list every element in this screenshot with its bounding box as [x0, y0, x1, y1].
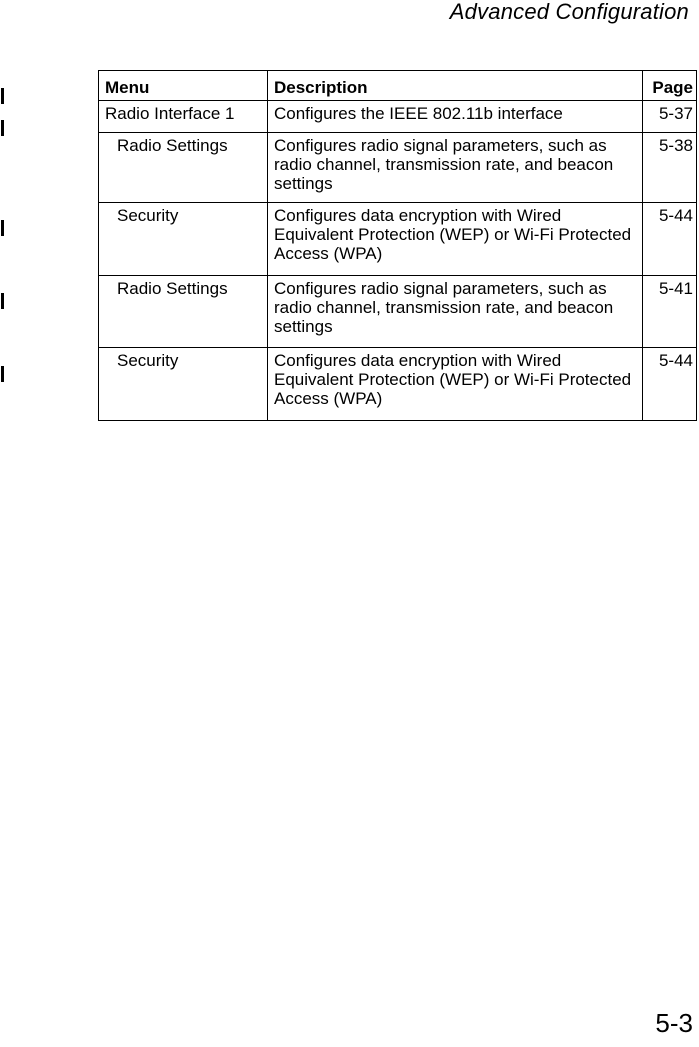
menu-cell: Radio Settings [99, 276, 268, 348]
change-bar [1, 88, 4, 104]
table-row [99, 348, 697, 421]
page-reference-cell: 5-44 [643, 348, 697, 421]
revision-change-bars [0, 0, 6, 420]
column-header-menu: Menu [99, 71, 268, 101]
page-reference-cell: 5-38 [643, 133, 697, 203]
page-reference-cell: 5-41 [643, 276, 697, 348]
menu-cell: Radio Interface 1 [99, 101, 268, 133]
change-bar [1, 293, 4, 309]
table-header-row [99, 71, 697, 101]
description-cell: Configures data encryption with Wired Equivalent Protection (WEP) or Wi-Fi Protected Access (WPA) [268, 348, 643, 421]
menu-description-table [98, 70, 697, 421]
page-reference-cell: 5-37 [643, 101, 697, 133]
table-row [99, 101, 697, 133]
column-header-page: Page [643, 71, 697, 101]
change-bar [1, 366, 4, 382]
menu-cell: Radio Settings [99, 133, 268, 203]
menu-cell: Security [99, 203, 268, 276]
column-header-description: Description [268, 71, 643, 101]
table-row [99, 203, 697, 276]
description-cell: Configures radio signal parameters, such as radio channel, transmission rate, and beacon settings [268, 276, 643, 348]
description-cell: Configures the IEEE 802.11b interface [268, 101, 643, 133]
change-bar [1, 120, 4, 136]
page-number: 5-3 [655, 1008, 693, 1038]
running-header-title: Advanced Configuration [449, 0, 689, 24]
table-row [99, 276, 697, 348]
menu-cell: Security [99, 348, 268, 421]
table-row [99, 133, 697, 203]
description-cell: Configures radio signal parameters, such as radio channel, transmission rate, and beacon settings [268, 133, 643, 203]
page-reference-cell: 5-44 [643, 203, 697, 276]
description-cell: Configures data encryption with Wired Equivalent Protection (WEP) or Wi-Fi Protected Access (WPA) [268, 203, 643, 276]
change-bar [1, 220, 4, 236]
